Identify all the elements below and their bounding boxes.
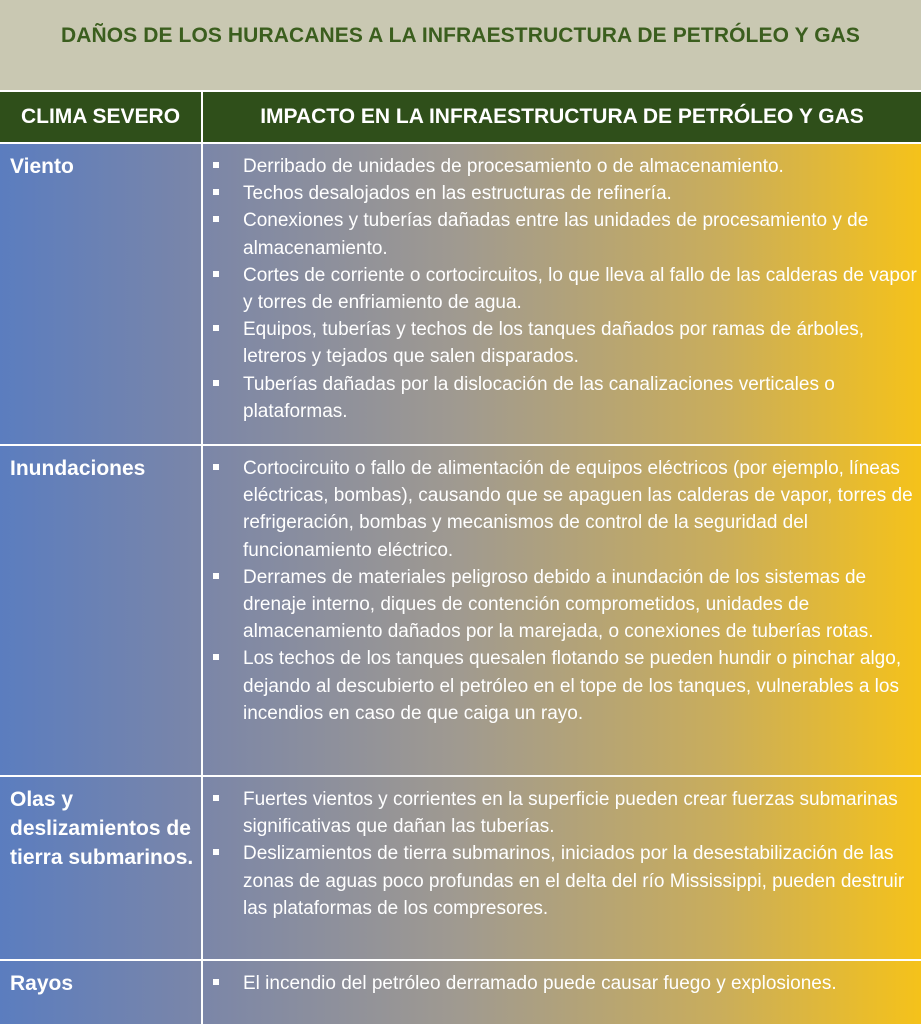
list-item: Derrames de materiales peligroso debido a inundación de los sistemas de drenaje interno, diques de contención comprometidos, unidades de almacenamiento dañados por la marejada, o conexiones de tuberías rotas.: [212, 564, 917, 646]
table-header-row: [0, 92, 921, 144]
row-label-viento: Viento: [10, 155, 74, 178]
list-item: Tuberías dañadas por la dislocación de las canalizaciones verticales o plataformas.: [212, 371, 917, 425]
bullet-icon: [213, 979, 219, 985]
list-item: Techos desalojados en las estructuras de refinería.: [212, 180, 917, 207]
title-bar: [0, 0, 921, 92]
impact-list: [212, 970, 917, 997]
list-item: Derribado de unidades de procesamiento o de almacenamiento.: [212, 153, 917, 180]
list-item: Fuertes vientos y corrientes en la superficie pueden crear fuerzas submarinas significativas que dañan las tuberías.: [212, 786, 917, 840]
bullet-icon: [213, 380, 219, 386]
bullet-icon: [213, 325, 219, 331]
bullet-icon: [213, 849, 219, 855]
list-item: Los techos de los tanques quesalen flotando se pueden hundir o pinchar algo, dejando al descubierto el petróleo en el tope de los tanques, vulnerables a los incendios en caso de que caiga un rayo.: [212, 645, 917, 727]
bullet-icon: [213, 216, 219, 222]
list-item: El incendio del petróleo derramado puede causar fuego y explosiones.: [212, 970, 917, 997]
bullet-icon: [213, 654, 219, 660]
table-row: [0, 777, 921, 959]
row-label-inundaciones: Inundaciones: [10, 457, 146, 480]
column-header-impacto: IMPACTO EN LA INFRAESTRUCTURA DE PETRÓLEO Y GAS: [260, 105, 864, 128]
list-item: Cortes de corriente o cortocircuitos, lo que lleva al fallo de las calderas de vapor y torres de enfriamiento de agua.: [212, 262, 917, 316]
bullet-icon: [213, 464, 219, 470]
impact-list: [212, 786, 917, 922]
impact-list: [212, 153, 917, 425]
table-row: [0, 446, 921, 775]
list-item: Conexiones y tuberías dañadas entre las unidades de procesamiento y de almacenamiento.: [212, 207, 917, 261]
list-item: Cortocircuito o fallo de alimentación de equipos eléctricos (por ejemplo, líneas eléctricas, bombas), causando que se apaguen las calderas de vapor, torres de refrigeración, bombas y mecanismos de control de la seguridad del funcionamiento eléctrico.: [212, 455, 917, 564]
column-header-clima: CLIMA SEVERO: [0, 92, 203, 142]
table-row: [0, 961, 921, 1024]
row-label-rayos: Rayos: [10, 972, 74, 995]
bullet-icon: [213, 162, 219, 168]
table-row: [0, 144, 921, 444]
bullet-icon: [213, 795, 219, 801]
row-label-olas: Olas y deslizamientos de tierra submarinos.: [10, 788, 194, 869]
list-item: Deslizamientos de tierra submarinos, iniciados por la desestabilización de las zonas de aguas poco profundas en el delta del río Mississippi, pueden destruir las plataformas de los compresores.: [212, 840, 917, 922]
bullet-icon: [213, 573, 219, 579]
bullet-icon: [213, 271, 219, 277]
page-title: DAÑOS DE LOS HURACANES A LA INFRAESTRUCTURA DE PETRÓLEO Y GAS: [60, 24, 861, 47]
list-item: Equipos, tuberías y techos de los tanques dañados por ramas de árboles, letreros y tejados que salen disparados.: [212, 316, 917, 370]
bullet-icon: [213, 189, 219, 195]
impact-list: [212, 455, 917, 727]
